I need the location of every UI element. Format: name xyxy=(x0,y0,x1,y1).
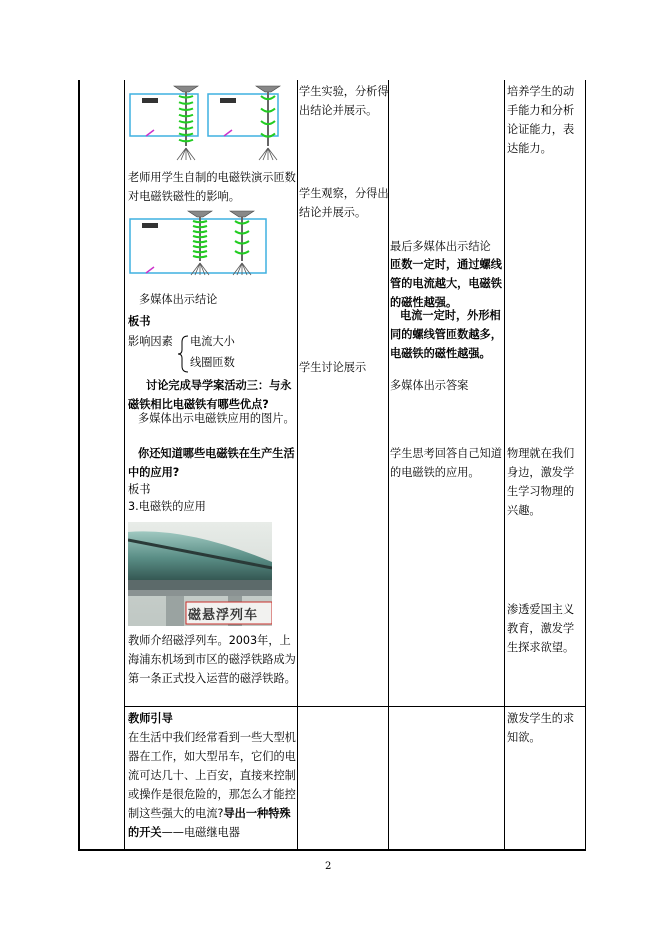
banshu-heading-2: 板书 xyxy=(128,483,151,496)
table-col-divider-1 xyxy=(124,80,125,850)
electromagnet-circuit-diagram-1 xyxy=(126,84,298,166)
teacher-guide-text xyxy=(128,728,298,842)
row-divider xyxy=(124,706,585,707)
teacher-guide-body: 在生活中我们经常看到一些大型机器在工作，如大型吊车，它们的电流可达几十、上百安，直接来控制或操作是很危险的，那怎么才能控制这些强大的电流? xyxy=(128,731,296,820)
conclusion-turns: 电流一定时，外形相同的螺线管匝数越多，电磁铁的磁性越强。 xyxy=(390,309,502,360)
purpose-patriotism: 渗透爱国主义教育，激发学生探求欲望。 xyxy=(507,603,575,654)
purpose-ability: 培养学生的动手能力和分析论证能力，表达能力。 xyxy=(507,85,575,155)
maglev-intro-text: 教师介绍磁浮列车。2003年，上海浦东机场到市区的磁浮铁路成为第一条正式投入运营的磁浮铁路。 xyxy=(128,634,296,685)
teacher-guide-tail: ——电磁继电器 xyxy=(161,826,240,839)
maglev-photo-label: 磁悬浮列车 xyxy=(188,608,259,623)
caption-demo: 老师用学生自制的电磁铁演示匝数对电磁铁磁性的影响。 xyxy=(128,171,296,203)
caption-media-conclusion: 多媒体出示结论 xyxy=(139,293,218,306)
page-number: 2 xyxy=(325,861,332,872)
table-border-left xyxy=(78,80,80,850)
student-experiment-text: 学生实验，分析得出结论并展示。 xyxy=(299,85,389,117)
conclusion-current: 匝数一定时，通过螺线管的电流越大，电磁铁的磁性越强。 xyxy=(390,258,502,309)
influence-item-current: 电流大小 xyxy=(190,335,235,348)
table-col-divider-4 xyxy=(504,80,505,850)
media-final-conclusion: 最后多媒体出示结论 xyxy=(390,240,491,253)
student-observe-text: 学生观察，分得出结论并展示。 xyxy=(299,187,389,219)
purpose-interest: 物理就在我们身边，激发学生学习物理的兴趣。 xyxy=(507,447,575,517)
maglev-train-photo xyxy=(128,522,272,626)
table-border-bottom xyxy=(78,849,586,851)
influence-item-turns: 线圈匝数 xyxy=(190,356,235,369)
media-answer-text: 多媒体出示答案 xyxy=(390,379,469,392)
student-think-text: 学生思考回答自己知道的电磁铁的应用。 xyxy=(390,447,502,479)
table-border-right xyxy=(585,80,586,850)
media-apps-text: 多媒体出示电磁铁应用的图片。 xyxy=(138,412,295,425)
discussion-prompt: 讨论完成导学案活动三：与永磁铁相比电磁铁有哪些优点? xyxy=(128,379,292,411)
influence-label: 影响因素 xyxy=(128,335,173,348)
student-discuss-text: 学生讨论展示 xyxy=(299,361,367,374)
electromagnet-circuit-diagram-2 xyxy=(126,209,272,279)
apps-title: 3.电磁铁的应用 xyxy=(128,500,206,513)
purpose-curiosity: 激发学生的求知欲。 xyxy=(507,712,575,744)
apps-question: 你还知道哪些电磁铁在生产生活中的应用? xyxy=(128,447,295,479)
banshu-heading-1: 板书 xyxy=(128,315,151,328)
teacher-guide-heading: 教师引导 xyxy=(128,712,173,725)
teacher-guide-bold: 导出一种特殊的开关 xyxy=(128,807,291,839)
